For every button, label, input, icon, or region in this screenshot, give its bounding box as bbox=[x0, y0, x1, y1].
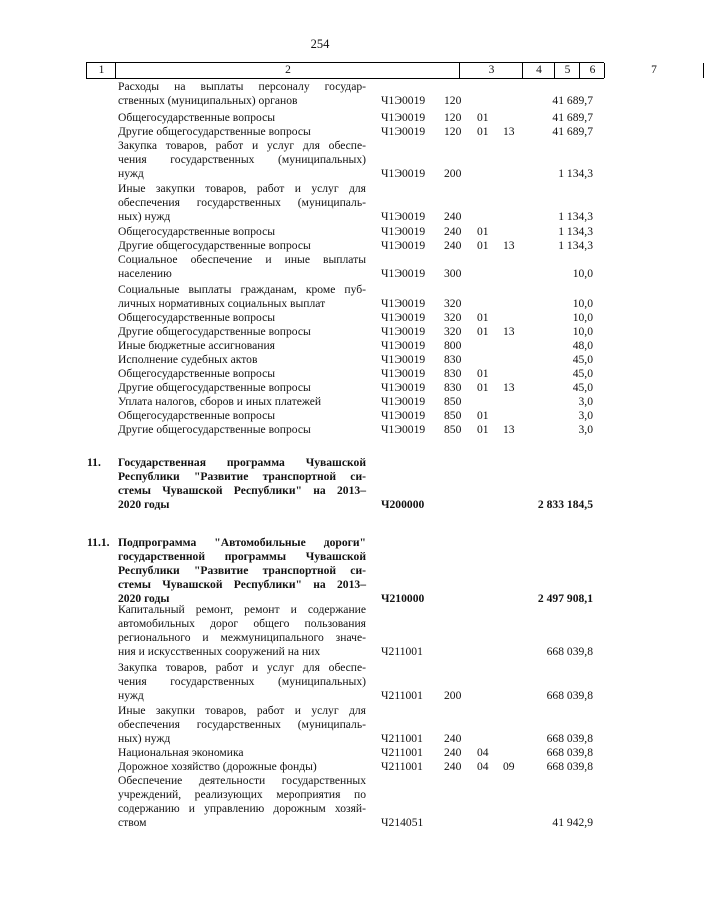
row-code: Ч211001 bbox=[381, 746, 423, 759]
row-amount: 48,0 bbox=[572, 339, 593, 352]
header-col-4: 4 bbox=[522, 63, 555, 78]
row-name-line: Другие общегосударственные вопросы bbox=[118, 423, 311, 436]
row-expense-type: 240 bbox=[444, 210, 462, 223]
row-name-line: Капитальный ремонт, ремонт и содержание bbox=[118, 603, 366, 616]
row-code: Ч1Э0019 bbox=[381, 225, 426, 238]
row-code: Ч1Э0019 bbox=[381, 297, 426, 310]
row-code: Ч1Э0019 bbox=[381, 353, 426, 366]
header-col-5: 5 bbox=[554, 63, 580, 78]
row-name-line: нужд bbox=[118, 689, 144, 702]
row-expense-type: 320 bbox=[444, 325, 462, 338]
row-code: Ч210000 bbox=[381, 592, 425, 605]
row-name bbox=[118, 367, 366, 381]
row-amount: 668 039,8 bbox=[546, 746, 593, 759]
row-section: 01 bbox=[477, 111, 489, 124]
row-code: Ч211001 bbox=[381, 645, 423, 658]
row-name-line: Закупка товаров, работ и услуг для обеспе- bbox=[118, 139, 366, 152]
row-expense-type: 320 bbox=[444, 297, 462, 310]
row-name-line: стемы Чувашской Республики" на 2013– bbox=[118, 578, 366, 591]
row-code: Ч1Э0019 bbox=[381, 395, 426, 408]
row-name-line: учреждений, реализующих мероприятия по bbox=[118, 788, 366, 801]
row-expense-type: 800 bbox=[444, 339, 462, 352]
row-number: 11.1. bbox=[87, 536, 110, 549]
row-name bbox=[118, 339, 366, 353]
row-subsection: 13 bbox=[503, 381, 515, 394]
table-header bbox=[86, 62, 657, 79]
header-col-6: 6 bbox=[579, 63, 605, 78]
row-name bbox=[118, 456, 366, 512]
row-amount: 10,0 bbox=[572, 267, 593, 280]
row-name bbox=[118, 395, 366, 409]
row-amount: 10,0 bbox=[572, 297, 593, 310]
page-number: 254 bbox=[310, 37, 330, 51]
row-expense-type: 300 bbox=[444, 267, 462, 280]
row-name bbox=[118, 125, 366, 139]
row-expense-type: 320 bbox=[444, 311, 462, 324]
row-name-line: Социальное обеспечение и иные выплаты bbox=[118, 253, 366, 266]
row-amount: 1 134,3 bbox=[558, 225, 593, 238]
row-expense-type: 830 bbox=[444, 367, 462, 380]
row-expense-type: 240 bbox=[444, 746, 462, 759]
row-section: 01 bbox=[477, 311, 489, 324]
header-col-2: 2 bbox=[115, 63, 460, 78]
row-subsection: 09 bbox=[503, 760, 515, 773]
header-col-7: 7 bbox=[604, 63, 704, 78]
row-subsection: 13 bbox=[503, 325, 515, 338]
row-name-line: Подпрограмма "Автомобильные дороги" bbox=[118, 536, 366, 549]
row-amount: 45,0 bbox=[572, 367, 593, 380]
row-name bbox=[118, 381, 366, 395]
row-code: Ч1Э0019 bbox=[381, 381, 426, 394]
row-name-line: ством bbox=[118, 816, 147, 829]
row-amount: 41 689,7 bbox=[552, 125, 593, 138]
row-section: 01 bbox=[477, 225, 489, 238]
row-name-line: Общегосударственные вопросы bbox=[118, 225, 276, 238]
row-name-line: личных нормативных социальных выплат bbox=[118, 297, 326, 310]
row-amount: 10,0 bbox=[572, 311, 593, 324]
row-name-line: Республики "Развитие транспортной си- bbox=[118, 564, 366, 577]
row-name-line: 2020 годы bbox=[118, 592, 170, 605]
row-expense-type: 120 bbox=[444, 94, 462, 107]
row-code: Ч1Э0019 bbox=[381, 325, 426, 338]
row-name-line: нужд bbox=[118, 167, 144, 180]
row-name-line: Другие общегосударственные вопросы bbox=[118, 381, 311, 394]
row-name-line: Другие общегосударственные вопросы bbox=[118, 239, 311, 252]
row-name-line: стемы Чувашской Республики" на 2013– bbox=[118, 484, 366, 497]
row-code: Ч1Э0019 bbox=[381, 409, 426, 422]
row-expense-type: 850 bbox=[444, 395, 462, 408]
row-expense-type: 200 bbox=[444, 167, 462, 180]
row-expense-type: 120 bbox=[444, 111, 462, 124]
row-amount: 668 039,8 bbox=[546, 689, 593, 702]
row-name-line: Социальные выплаты гражданам, кроме пуб- bbox=[118, 283, 366, 296]
row-amount: 1 134,3 bbox=[558, 210, 593, 223]
row-name bbox=[118, 760, 366, 774]
header-col-1: 1 bbox=[86, 63, 116, 78]
row-name bbox=[118, 353, 366, 367]
row-code: Ч1Э0019 bbox=[381, 125, 426, 138]
row-section: 01 bbox=[477, 325, 489, 338]
row-code: Ч1Э0019 bbox=[381, 367, 426, 380]
row-name-line: чения государственных (муниципальных) bbox=[118, 153, 366, 166]
row-name bbox=[118, 225, 366, 239]
row-section: 01 bbox=[477, 239, 489, 252]
row-name-line: ных) нужд bbox=[118, 732, 171, 745]
row-section: 01 bbox=[477, 367, 489, 380]
row-name-line: Иные закупки товаров, работ и услуг для bbox=[118, 182, 366, 195]
row-name-line: регионального и межмуниципального значе- bbox=[118, 631, 366, 644]
row-name bbox=[118, 423, 366, 437]
row-code: Ч214051 bbox=[381, 816, 424, 829]
row-name-line: Государственная программа Чувашской bbox=[118, 456, 366, 469]
row-name bbox=[118, 283, 366, 311]
row-section: 04 bbox=[477, 760, 489, 773]
row-name-line: Исполнение судебных актов bbox=[118, 353, 258, 366]
row-amount: 1 134,3 bbox=[558, 239, 593, 252]
row-subsection: 13 bbox=[503, 125, 515, 138]
row-name bbox=[118, 704, 366, 746]
row-amount: 2 833 184,5 bbox=[537, 498, 593, 511]
row-code: Ч211001 bbox=[381, 732, 423, 745]
row-expense-type: 200 bbox=[444, 689, 462, 702]
row-name-line: Национальная экономика bbox=[118, 746, 244, 759]
row-code: Ч1Э0019 bbox=[381, 339, 426, 352]
row-amount: 668 039,8 bbox=[546, 732, 593, 745]
row-name-line: Уплата налогов, сборов и иных платежей bbox=[118, 395, 322, 408]
row-name bbox=[118, 80, 366, 108]
row-name-line: Общегосударственные вопросы bbox=[118, 111, 276, 124]
row-code: Ч1Э0019 bbox=[381, 94, 426, 107]
row-subsection: 13 bbox=[503, 239, 515, 252]
row-section: 04 bbox=[477, 746, 489, 759]
row-amount: 3,0 bbox=[578, 423, 593, 436]
row-expense-type: 850 bbox=[444, 423, 462, 436]
row-name bbox=[118, 253, 366, 281]
row-code: Ч200000 bbox=[381, 498, 425, 511]
row-amount: 2 497 908,1 bbox=[537, 592, 593, 605]
row-section: 01 bbox=[477, 423, 489, 436]
row-expense-type: 240 bbox=[444, 732, 462, 745]
row-amount: 3,0 bbox=[578, 395, 593, 408]
row-amount: 41 689,7 bbox=[552, 111, 593, 124]
row-amount: 668 039,8 bbox=[546, 760, 593, 773]
row-name-line: автомобильных дорог общего пользования bbox=[118, 617, 366, 630]
row-name-line: Расходы на выплаты персоналу государ- bbox=[118, 80, 366, 93]
row-code: Ч211001 bbox=[381, 760, 423, 773]
row-code: Ч1Э0019 bbox=[381, 423, 426, 436]
row-number: 11. bbox=[87, 456, 101, 469]
row-name bbox=[118, 661, 366, 703]
row-section: 01 bbox=[477, 381, 489, 394]
row-name-line: обеспечения государственных (муниципаль- bbox=[118, 718, 366, 731]
row-section: 01 bbox=[477, 409, 489, 422]
row-code: Ч1Э0019 bbox=[381, 311, 426, 324]
row-name bbox=[118, 603, 366, 659]
row-expense-type: 240 bbox=[444, 225, 462, 238]
row-code: Ч1Э0019 bbox=[381, 239, 426, 252]
row-name bbox=[118, 536, 366, 606]
row-code: Ч1Э0019 bbox=[381, 267, 426, 280]
row-amount: 3,0 bbox=[578, 409, 593, 422]
row-name-line: Иные закупки товаров, работ и услуг для bbox=[118, 704, 366, 717]
row-name bbox=[118, 139, 366, 181]
row-expense-type: 830 bbox=[444, 353, 462, 366]
row-amount: 41 942,9 bbox=[552, 816, 593, 829]
row-name-line: Дорожное хозяйство (дорожные фонды) bbox=[118, 760, 317, 773]
row-subsection: 13 bbox=[503, 423, 515, 436]
row-code: Ч1Э0019 bbox=[381, 167, 426, 180]
row-name-line: ственных (муниципальных) органов bbox=[118, 94, 298, 107]
row-name-line: Закупка товаров, работ и услуг для обеспе- bbox=[118, 661, 366, 674]
row-name-line: Республики "Развитие транспортной си- bbox=[118, 470, 366, 483]
row-name bbox=[118, 239, 366, 253]
row-name bbox=[118, 111, 366, 125]
row-amount: 45,0 bbox=[572, 353, 593, 366]
row-name bbox=[118, 311, 366, 325]
row-name-line: ных) нужд bbox=[118, 210, 171, 223]
row-amount: 668 039,8 bbox=[546, 645, 593, 658]
row-name bbox=[118, 409, 366, 423]
row-name-line: ния и искусственных сооружений на них bbox=[118, 645, 321, 658]
row-expense-type: 240 bbox=[444, 760, 462, 773]
row-amount: 41 689,7 bbox=[552, 94, 593, 107]
row-name-line: 2020 годы bbox=[118, 498, 170, 511]
row-name bbox=[118, 182, 366, 224]
row-code: Ч1Э0019 bbox=[381, 210, 426, 223]
row-expense-type: 830 bbox=[444, 381, 462, 394]
row-name bbox=[118, 746, 366, 760]
row-section: 01 bbox=[477, 125, 489, 138]
row-name-line: Общегосударственные вопросы bbox=[118, 409, 276, 422]
row-expense-type: 240 bbox=[444, 239, 462, 252]
row-name-line: Обеспечение деятельности государственных bbox=[118, 774, 366, 787]
row-name-line: обеспечения государственных (муниципаль- bbox=[118, 196, 366, 209]
row-name-line: Общегосударственные вопросы bbox=[118, 311, 276, 324]
row-name bbox=[118, 325, 366, 339]
row-name-line: чения государственных (муниципальных) bbox=[118, 675, 366, 688]
row-expense-type: 850 bbox=[444, 409, 462, 422]
row-amount: 10,0 bbox=[572, 325, 593, 338]
row-name-line: содержанию и управлению дорожным хозяй- bbox=[118, 802, 366, 815]
row-expense-type: 120 bbox=[444, 125, 462, 138]
row-name-line: Общегосударственные вопросы bbox=[118, 367, 276, 380]
row-code: Ч211001 bbox=[381, 689, 423, 702]
row-amount: 45,0 bbox=[572, 381, 593, 394]
row-code: Ч1Э0019 bbox=[381, 111, 426, 124]
row-name-line: Другие общегосударственные вопросы bbox=[118, 325, 311, 338]
row-name-line: Иные бюджетные ассигнования bbox=[118, 339, 275, 352]
row-name-line: Другие общегосударственные вопросы bbox=[118, 125, 311, 138]
row-amount: 1 134,3 bbox=[558, 167, 593, 180]
row-name-line: государственной программы Чувашской bbox=[118, 550, 366, 563]
header-col-3: 3 bbox=[459, 63, 523, 78]
row-name-line: населению bbox=[118, 267, 172, 280]
row-name bbox=[118, 774, 366, 830]
